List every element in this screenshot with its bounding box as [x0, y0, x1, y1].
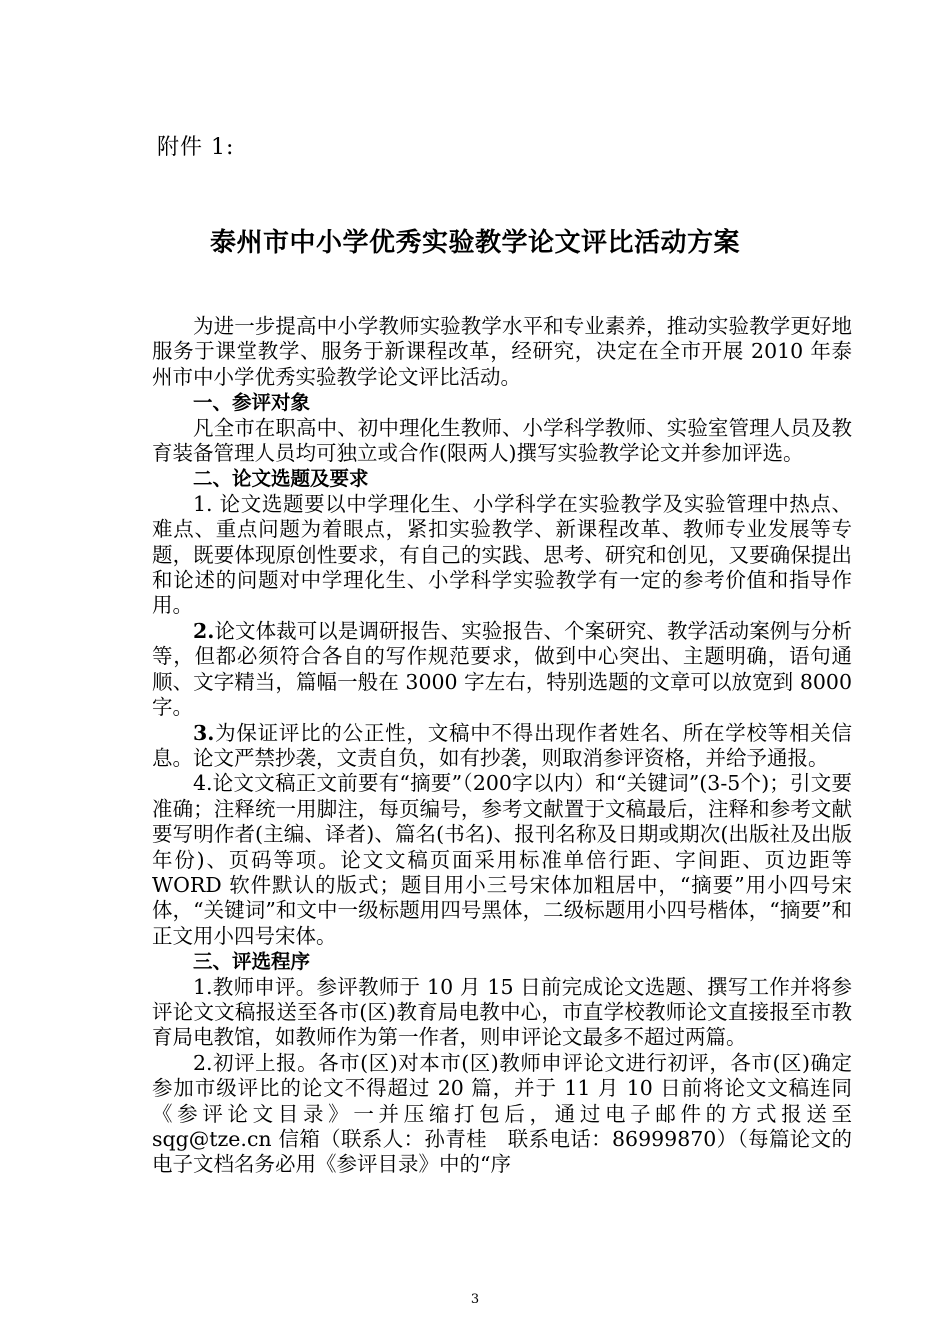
item-text: 教师申评。参评教师于 10 月 15 日前完成论文选题、撰写工作并将参评论文文稿报送至各市(区)教育局电教中心，市直学校教师论文直接报至市教育局电教馆，如教师作为第一作者，则申评论文最多不超过两篇。: [152, 974, 852, 1050]
requirement-item: [152, 619, 852, 721]
item-text: 为保证评比的公正性，文稿中不得出现作者姓名、所在学校等相关信息。论文严禁抄袭，文责自负，如有抄袭，则取消参评资格，并给予通报。: [152, 720, 852, 770]
requirement-item: [152, 771, 852, 949]
document-body: [152, 314, 852, 1178]
procedure-item: [152, 1051, 852, 1178]
item-text: 初评上报。各市(区)对本市(区)教师申评论文进行初评，各市(区)确定参加市级评比的论文不得超过 20 篇，并于 11 月 10 日前将论文文稿连同《参评论文目录》一并压缩打包后，通过电子邮件的方式报送至 sqg@tze.cn 信箱（联系人：孙青桂 联系电话：86999870）（每篇论文的电子文档名务必用《参评目录》中的“序: [152, 1050, 852, 1177]
item-number: 3.: [193, 720, 215, 745]
item-number: 2.: [193, 1050, 213, 1075]
page-number: 3: [470, 1292, 480, 1307]
requirement-item: [152, 721, 852, 772]
procedure-item: [152, 975, 852, 1051]
item-text: 论文文稿正文前要有“摘要”（200字以内）和“关键词”(3-5个)；引文要准确；注释统一用脚注，每页编号，参考文献置于文稿最后，注释和参考文献要写明作者(主编、译者)、篇名(书名)、报刊名称及日期或期次(出版社及出版年份)、页码等项。论文文稿页面采用标准单倍行距、字间距、页边距等 WORD 软件默认的版式；题目用小三号宋体加粗居中，“摘要”用小四号宋体，“关键词”和文中一级标题用四号黑体，二级标题用小四号楷体，“摘要”和正文用小四号宋体。: [152, 771, 852, 948]
attachment-label: 附件 1:: [157, 135, 235, 160]
section-heading-participants: 一、参评对象: [193, 391, 311, 415]
item-number: 4.: [193, 771, 213, 796]
section-text-participants: 凡全市在职高中、初中理化生教师、小学科学教师、实验室管理人员及教育装备管理人员均可独立或合作(限两人)撰写实验教学论文并参加评选。: [152, 415, 852, 466]
requirement-item: [152, 492, 852, 619]
section-heading-procedure: 三、评选程序: [193, 950, 311, 974]
item-number: 2.: [193, 618, 215, 643]
intro-paragraph: 为进一步提高中小学教师实验教学水平和专业素养，推动实验教学更好地服务于课堂教学、服务于新课程改革，经研究，决定在全市开展 2010 年泰州市中小学优秀实验教学论文评比活动。: [152, 314, 852, 389]
document-title: 泰州市中小学优秀实验教学论文评比活动方案: [209, 228, 740, 258]
item-text: 论文体裁可以是调研报告、实验报告、个案研究、教学活动案例与分析等，但都必须符合各自的写作规范要求，做到中心突出、主题明确，语句通顺、文字精当，篇幅一般在 3000 字左右，特别选题的文章可以放宽到 8000 字。: [152, 618, 852, 720]
section-heading-requirements: 二、论文选题及要求: [193, 467, 369, 491]
item-number: 1.: [193, 491, 213, 516]
item-number: 1.: [193, 974, 213, 999]
item-text: 论文选题要以中学理化生、小学科学在实验教学及实验管理中热点、难点、重点问题为着眼点，紧扣实验教学、新课程改革、教师专业发展等专题，既要体现原创性要求，有自己的实践、思考、研究和创见，又要确保提出和论述的问题对中学理化生、小学科学实验教学有一定的参考价值和指导作用。: [152, 491, 852, 618]
